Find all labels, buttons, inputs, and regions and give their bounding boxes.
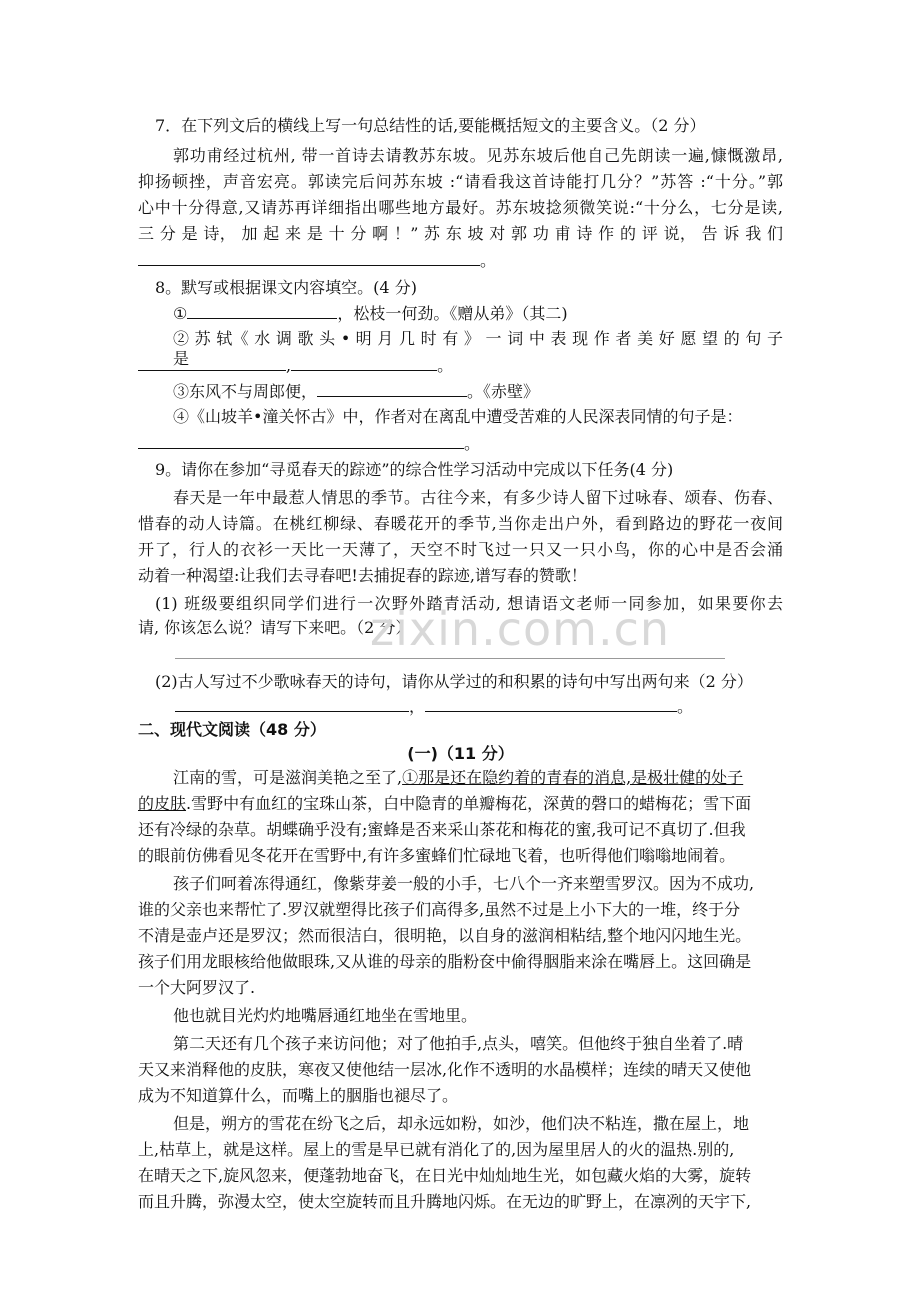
q8-item-2-answers (138, 355, 783, 376)
q9-sub2-sep: ， (409, 697, 426, 716)
q8-item-4-blank[interactable] (138, 433, 464, 449)
passage-line-10: 他也就目光灼灼地嘴唇通红地坐在雪地里。 (173, 1006, 478, 1025)
q9-sub1-line-1: (1) 班级要组织同学们进行一次野外踏青活动, 想请语文老师一同参加，如果要你去 (155, 594, 783, 613)
passage-underlined-sentence: ①那是还在隐约着的青春的消息,是极壮健的处子 (402, 768, 744, 787)
passage-line-1 (173, 768, 783, 788)
passage-underlined-sentence-end: 的皮肤 (138, 794, 187, 813)
q9-sub2-blank-1[interactable] (175, 696, 409, 712)
q9-prompt: 9。请你在参加“寻觅春天的踪迹”的综合性学习活动中完成以下任务(4 分) (155, 460, 674, 479)
q9-sub1-line-2: 请, 你该怎么说？请写下来吧。（2 分） (138, 618, 412, 637)
passage-line-17: 而且升腾，弥漫太空，使太空旋转而且升腾地闪烁。在无边的旷野上，在凛冽的天宇下, (138, 1192, 752, 1211)
q9-sub2-end: 。 (677, 697, 694, 716)
q8-item-2-blank-1[interactable] (138, 355, 286, 371)
passage-line-13: 成为不知道算什么，而嘴上的胭脂也褪尽了。 (138, 1086, 459, 1105)
passage-line-15: 上,枯草上，就是这样。屋上的雪是早已就有消化了的,因为屋里居人的火的温热.别的, (138, 1140, 735, 1159)
passage-line-16: 在晴天之下,旋风忽来，便蓬勃地奋飞，在日光中灿灿地生光，如包藏火焰的大雾，旋转 (138, 1166, 752, 1185)
q7-line-4: 三 分 是 诗， 加 起 来 是 十 分 啊 ！” 苏 东 坡 对 郭 功 甫 诗 作 的 评 说， 告 诉 我 们 (138, 224, 783, 243)
q9-sub2-answer-row (175, 696, 783, 717)
q8-item-1 (173, 303, 818, 324)
q8-item-4-end: 。 (464, 434, 481, 453)
q9-line-1: 春天是一年中最惹人情思的季节。古往今来，有多少诗人留下过咏春、颂春、伤春、 (173, 488, 783, 507)
q8-item-4-answer-row (138, 433, 783, 454)
passage-line-11: 第二天还有几个孩子来访问他；对了他拍手,点头，嘻笑。但他终于独自坐着了.晴 (173, 1034, 744, 1053)
q7-line-2: 抑扬顿挫，声音宏亮。郭读完后问苏东坡 :“请看我这首诗能打几分？”苏答 :“十分。”郭 (138, 172, 783, 191)
q8-item-3 (173, 381, 818, 402)
section-2-part-title: (一)（11 分） (407, 744, 514, 763)
passage-line-8: 孩子们用龙眼核给他做眼珠,又从谁的母亲的脂粉奁中偷得胭脂来涂在嘴唇上。这回确是 (138, 952, 752, 971)
q9-line-2: 惜春的动人诗篇。在桃红柳绿、春暖花开的季节,当你走出户外，看到路边的野花一夜间 (138, 514, 783, 533)
passage-line-2-rest: .雪野中有血红的宝珠山茶，白中隐青的单瓣梅花，深黄的磬口的蜡梅花；雪下面 (186, 794, 752, 813)
passage-line-9: 一个大阿罗汉了. (138, 978, 256, 997)
q9-sub2-blank-2[interactable] (425, 696, 677, 712)
q9-sub1-answer-line[interactable] (175, 658, 725, 659)
q8-item-3-blank[interactable] (317, 381, 467, 397)
q7-line-1: 郭功甫经过杭州, 带一首诗去请教苏东坡。见苏东坡后他自己先朗读一遍,慷慨激昂, (173, 146, 783, 165)
q8-item-1-mark: ① (173, 304, 188, 323)
passage-line-4: 的眼前仿佛看见冬花开在雪野中,有许多蜜蜂们忙碌地飞着，也听得他们嗡嗡地闹着。 (138, 846, 736, 865)
q7-line-3: 心中十分得意,又请苏再详细指出哪些地方最好。苏东坡捻须微笑说:“十分么，七分是读, (138, 198, 783, 217)
passage-line-6: 谁的父亲也来帮忙了.罗汉就塑得比孩子们高得多,虽然不过是上小下大的一堆，终于分 (138, 900, 741, 919)
q9-line-3: 开了，行人的衣衫一天比一天薄了，天空不时飞过一只又一只小鸟，你的心中是否会涌 (138, 540, 783, 559)
passage-line-5: 孩子们呵着冻得通红，像紫芽姜一般的小手，七八个一齐来塑雪罗汉。因为不成功, (173, 874, 755, 893)
q8-item-2-end: 。 (437, 356, 454, 375)
q7-answer-row (138, 250, 783, 271)
q8-prompt: 8。默写或根据课文内容填空。(4 分) (155, 278, 417, 297)
passage-line-3: 还有冷绿的杂草。胡蝶确乎没有;蜜蜂是否来采山茶花和梅花的蜜,我可记不真切了.但我 (138, 820, 746, 839)
q8-item-3-text: ③东风不与周郎便， (173, 382, 318, 401)
q8-item-2-blank-2[interactable] (291, 355, 437, 371)
q7-prompt: 7．在下列文后的横线上写一句总结性的话,要能概括短文的主要含义。（2 分） (155, 116, 706, 135)
q8-item-1-blank[interactable] (187, 303, 337, 319)
q7-answer-blank[interactable] (138, 250, 480, 266)
passage-line-2 (138, 794, 783, 814)
q9-line-4: 动着一种渴望:让我们去寻春吧!去捕捉春的踪迹,谱写春的赞歌！ (138, 566, 587, 585)
q9-sub2-prompt: (2)古人写过不少歌咏春天的诗句，请你从学过的和积累的诗句中写出两句来（2 分） (155, 672, 753, 691)
passage-line-7: 不清是壶卢还是罗汉；然而很洁白，很明艳，以自身的滋润相粘结,整个地闪闪地生光。 (138, 926, 752, 945)
q8-item-2: ② 苏 轼《 水 调 歌 头 • 明 月 几 时 有 》 一 词 中 表 现 作 者 美 好 愿 望 的 句 子 是 (173, 329, 783, 368)
q8-item-4: ④《山坡羊•潼关怀古》中，作者对在离乱中遭受苦难的人民深表同情的句子是： (173, 407, 743, 426)
q8-item-2-sep: , (286, 356, 292, 375)
q8-item-3-end: 。《赤壁》 (467, 382, 540, 401)
passage-p1-start: 江南的雪，可是滋润美艳之至了, (173, 768, 403, 787)
watermark: zixin.com.cn (370, 602, 671, 656)
section-2-heading: 二、现代文阅读（48 分） (138, 720, 326, 739)
q8-item-1-text: ，松枝一何劲。《赠从弟》（其二) (337, 304, 568, 323)
q7-end: 。 (480, 251, 497, 270)
passage-line-12: 天又来消释他的皮肤，寒夜又使他结一层冰,化作不透明的水晶模样；连续的晴天又使他 (138, 1060, 752, 1079)
passage-line-14: 但是，朔方的雪花在纷飞之后，却永远如粉，如沙，他们决不粘连，撒在屋上，地 (173, 1114, 750, 1133)
